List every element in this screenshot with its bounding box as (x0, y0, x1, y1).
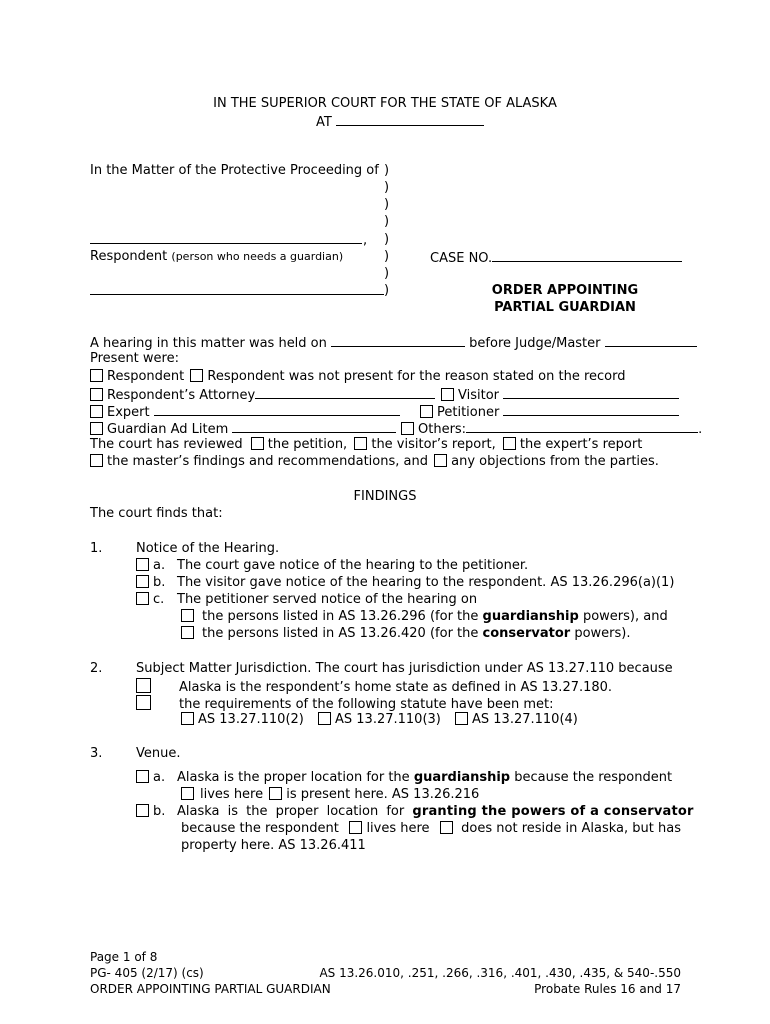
statute-110-2-label: AS 13.27.110(2) (198, 712, 304, 727)
notice-c1-text-bold: guardianship (482, 609, 579, 624)
caption-paren: ) (384, 249, 390, 264)
venue-b-line3: property here. AS 13.26.411 (181, 838, 366, 853)
present-were-label: Present were: (90, 351, 179, 366)
findings-heading: FINDINGS (353, 489, 417, 504)
respondent-note: (person who needs a guardian) (171, 250, 344, 263)
venue-a-text-pre: Alaska is the proper location for the (177, 770, 414, 785)
petition-checkbox[interactable] (251, 437, 264, 450)
petitioner-field (420, 403, 679, 421)
venue-b-text-bold: granting the powers of a conservator (412, 804, 694, 819)
statute-met-checkbox[interactable] (136, 695, 151, 710)
petitioner-checkbox[interactable] (420, 405, 433, 418)
court-heading: IN THE SUPERIOR COURT FOR THE STATE OF ALASKA (213, 96, 557, 111)
home-state-text: Alaska is the respondent’s home state as defined in AS 13.27.180. (179, 680, 613, 695)
notice-c2-text-post: powers). (570, 626, 631, 641)
judge-name-blank[interactable] (605, 334, 697, 347)
reviewed-label: The court has reviewed (90, 437, 243, 452)
present-row-1 (90, 369, 626, 385)
venue-a-checkbox[interactable] (136, 770, 149, 783)
findings-intro: The court finds that: (90, 506, 223, 521)
others-option: Others: (418, 422, 467, 437)
venue-a-options-row (181, 787, 479, 803)
notice-a-text: The court gave notice of the hearing to the petitioner. (177, 558, 529, 573)
notice-c1-checkbox[interactable] (181, 609, 194, 622)
notice-c2-text-bold: conservator (482, 626, 571, 641)
notice-a-row (136, 558, 528, 574)
notice-c-checkbox[interactable] (136, 592, 149, 605)
finding-title: Notice of the Hearing. (136, 541, 280, 556)
others-field (401, 420, 702, 438)
respondent-label: Respondent (90, 249, 168, 264)
petition-option: the petition, (267, 437, 348, 452)
respondent-option: Respondent (107, 369, 185, 384)
caption-paren: ) (384, 197, 390, 212)
guardian-ad-litem-checkbox[interactable] (90, 422, 103, 435)
venue-a-row (136, 770, 672, 786)
notice-b-row (136, 575, 674, 591)
venue-b-respondent-label: because the respondent (181, 821, 339, 836)
statute-110-3-checkbox[interactable] (318, 712, 331, 725)
venue-b-line2 (181, 821, 681, 837)
is-present-checkbox[interactable] (269, 787, 282, 800)
finding-number: 3. (90, 746, 103, 761)
home-state-checkbox[interactable] (136, 678, 151, 693)
venue-b-text-pre: Alaska is the proper location for (177, 804, 413, 819)
others-checkbox[interactable] (401, 422, 414, 435)
before-judge-label: before Judge/Master (469, 336, 601, 351)
visitor-checkbox[interactable] (441, 388, 454, 401)
petitioner-name-blank[interactable] (503, 403, 679, 416)
case-no-label: CASE NO. (430, 251, 493, 266)
matter-label: In the Matter of the Protective Proceeding of (90, 163, 379, 178)
guardian-ad-litem-option: Guardian Ad Litem (107, 422, 229, 437)
notice-c2-text-pre: the persons listed in AS 13.26.420 (for the (202, 626, 483, 641)
is-present-label: is present here. AS 13.26.216 (286, 787, 480, 802)
finding-number: 2. (90, 661, 103, 676)
document-title-line2: PARTIAL GUARDIAN (494, 300, 636, 315)
venue-a-text-post: because the respondent (510, 770, 673, 785)
lives-here-label: lives here (200, 787, 264, 802)
notice-a-letter: a. (153, 558, 166, 573)
notice-b-text: The visitor gave notice of the hearing to the respondent. AS 13.26.296(a)(1) (177, 575, 675, 590)
notice-c2-checkbox[interactable] (181, 626, 194, 639)
venue-b-letter: b. (153, 804, 166, 819)
notice-c-text: The petitioner served notice of the hearing on (177, 592, 478, 607)
location-blank[interactable] (336, 113, 484, 126)
statute-met-text: the requirements of the following statute have been met: (179, 697, 554, 712)
form-number: PG- 405 (2/17) (cs) (90, 966, 204, 980)
expert-name-blank[interactable] (154, 403, 400, 416)
others-period: . (698, 422, 703, 437)
caption-comma: , (363, 233, 368, 248)
attorney-option: Respondent’s Attorney (107, 388, 256, 403)
masters-findings-checkbox[interactable] (90, 454, 103, 467)
visitors-report-option: the visitor’s report, (371, 437, 496, 452)
venue-b-not-reside-label: does not reside in Alaska, but has (461, 821, 681, 836)
jurisdiction-opt2-row (136, 695, 553, 713)
respondent-not-present-option: Respondent was not present for the reason stated on the record (207, 369, 626, 384)
notice-c2-row (181, 626, 630, 642)
visitor-option: Visitor (458, 388, 499, 403)
venue-a-text-bold: guardianship (413, 770, 511, 785)
lives-here-checkbox[interactable] (181, 787, 194, 800)
at-label: AT (316, 115, 332, 130)
caption-paren: ) (384, 180, 390, 195)
notice-b-letter: b. (153, 575, 166, 590)
statute-110-3-label: AS 13.27.110(3) (335, 712, 441, 727)
statute-110-4-label: AS 13.27.110(4) (472, 712, 578, 727)
objections-checkbox[interactable] (434, 454, 447, 467)
caption-paren: ) (384, 214, 390, 229)
present-row-2 (90, 386, 435, 404)
respondent-label-line (90, 249, 343, 265)
notice-c1-text-pre: the persons listed in AS 13.26.296 (for the (202, 609, 483, 624)
venue-b-lives-here-checkbox[interactable] (349, 821, 362, 834)
present-row-4 (90, 420, 396, 438)
case-no-blank[interactable] (492, 249, 682, 262)
expert-option: Expert (107, 405, 150, 420)
caption-bottom-line (90, 282, 384, 295)
attorney-checkbox[interactable] (90, 388, 103, 401)
statute-110-2-checkbox[interactable] (181, 712, 194, 725)
notice-a-checkbox[interactable] (136, 558, 149, 571)
venue-a-letter: a. (153, 770, 166, 785)
reviewed-row (90, 437, 642, 453)
hearing-line (90, 334, 697, 352)
location-line (316, 113, 484, 131)
notice-c1-row (181, 609, 668, 625)
present-row-3 (90, 403, 400, 421)
visitors-report-checkbox[interactable] (354, 437, 367, 450)
finding-title: Venue. (136, 746, 181, 761)
page-number: Page 1 of 8 (90, 950, 158, 964)
venue-b-row (136, 804, 694, 820)
case-number-line (430, 249, 682, 267)
caption-paren: ) (384, 266, 390, 281)
venue-b-lives-here-label: lives here (366, 821, 430, 836)
document-title-line1: ORDER APPOINTING (491, 283, 639, 298)
statute-110-4-checkbox[interactable] (455, 712, 468, 725)
statute-options-row (181, 712, 578, 728)
guardian-ad-litem-blank[interactable] (232, 420, 396, 433)
objections-option: any objections from the parties. (451, 454, 659, 469)
others-blank[interactable] (466, 420, 698, 433)
attorney-name-blank[interactable] (255, 386, 435, 399)
respondent-not-present-checkbox[interactable] (190, 369, 203, 382)
respondent-checkbox[interactable] (90, 369, 103, 382)
finding-title: Subject Matter Jurisdiction. The court has jurisdiction under AS 13.27.110 because (136, 661, 673, 676)
caption-paren: ) (384, 283, 390, 298)
notice-c-row (136, 592, 477, 608)
caption-paren: ) (384, 232, 390, 247)
footer-statutes: AS 13.26.010, .251, .266, .316, .401, .430, .435, & 540-.550 (319, 966, 681, 980)
hearing-date-blank[interactable] (331, 334, 465, 347)
jurisdiction-opt1-row (136, 678, 612, 696)
caption-paren: ) (384, 163, 390, 178)
petitioner-option: Petitioner (437, 405, 500, 420)
respondent-name-blank[interactable] (90, 231, 362, 244)
notice-b-checkbox[interactable] (136, 575, 149, 588)
footer-title: ORDER APPOINTING PARTIAL GUARDIAN (90, 982, 331, 996)
venue-b-not-reside-checkbox[interactable] (440, 821, 453, 834)
masters-row (90, 454, 659, 470)
notice-c-letter: c. (153, 592, 165, 607)
experts-report-checkbox[interactable] (503, 437, 516, 450)
visitor-name-blank[interactable] (503, 386, 679, 399)
finding-number: 1. (90, 541, 103, 556)
expert-checkbox[interactable] (90, 405, 103, 418)
masters-findings-option: the master’s findings and recommendations, and (107, 454, 428, 469)
experts-report-option: the expert’s report (519, 437, 643, 452)
footer-rules: Probate Rules 16 and 17 (534, 982, 681, 996)
visitor-field (441, 386, 679, 404)
venue-b-checkbox[interactable] (136, 804, 149, 817)
notice-c1-text-post: powers), and (578, 609, 668, 624)
hearing-held-label: A hearing in this matter was held on (90, 336, 327, 351)
